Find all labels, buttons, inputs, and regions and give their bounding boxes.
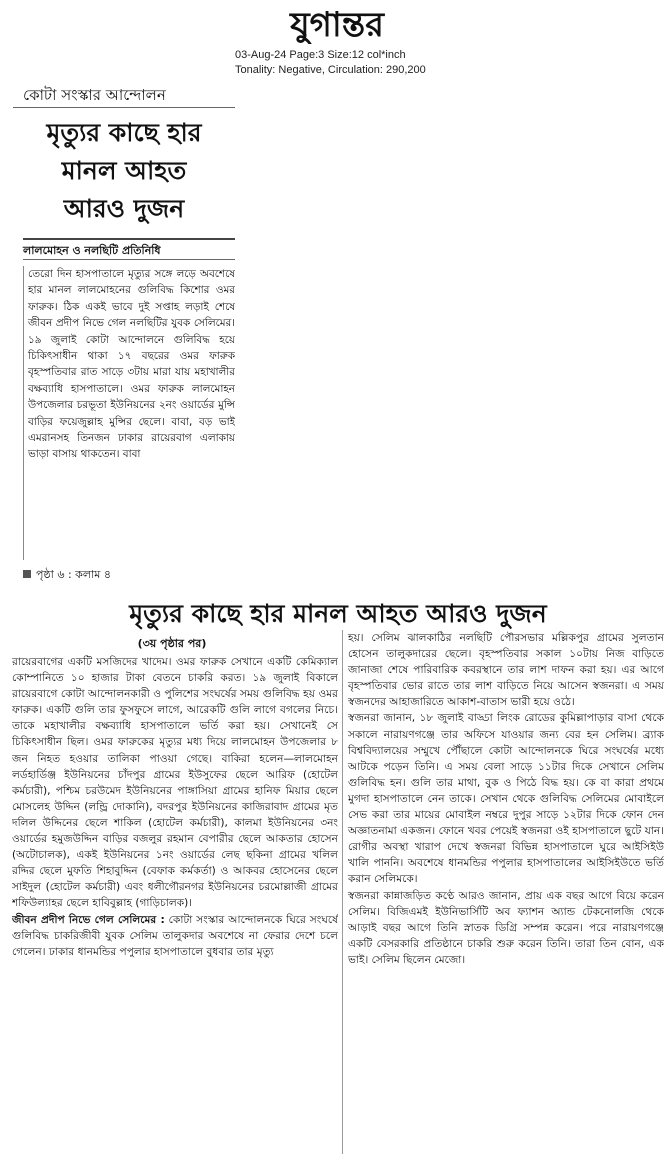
paragraph: রায়েরবাগের একটি মসজিদের খাদেম। ওমর ফারুক সেখানে একটি কেমিক্যাল কোম্পানিতে ১০ হাজার টাকা বেতনে চাকরি করত। ১৯ জুলাই বিকালে রায়েরবাগে কোটা আন্দোলনকারী ও পুলিশের সংঘর্ষের সময় গুলিবিদ্ধ হয় ওমর ফারুক। একটি গুলি তার ফুসফুসে লাগে, আরেকটি গুলি লাগে বগলের নিচে। তাকে মহাখালীর বক্ষব্যাধি হাসপাতালে ভর্তি করা হয়। সেখানেই সে চিকিৎসাধীন ছিল। ওমর ফারুকের মৃত্যুর মধ্য দিয়ে লালমোহন উপজেলার ৮ জন নিহত হওয়ার তালিকা পাওয়া গেছে। বাকিরা হলেন—লালমোহন লর্ডহার্ডিঞ্জ ইউনিয়নের চাঁদপুর গ্রামের ইউসুফের ছেলে আরিফ (হোটেল কর্মচারী), পশ্চিম চরউমেদ ইউনিয়নের পাঙ্গাসিয়া গ্রামের হানিফ মিয়ার ছেলে মোসলেহ উদ্দিন (লন্ড্রি দোকানি), বদরপুর ইউনিয়নের কাজিরাবাদ গ্রামের মৃত দলিল উদ্দিনের ছেলে শাকিল (হোটেল কর্মচারী), কালমা ইউনিয়নের ৩নং ওয়ার্ডের হমুজউদ্দিন বাড়ির বজলুর রহমান বেপারীর ছেলে আকতার হোসেন (অটোচালক), একই ইউনিয়নের ১নং ওয়ার্ডের লেছ ছকিনা গ্রামের খলিল রদ্দির ছেলে মুফতি শিহাবুদ্দিন (বেফাক কর্মকর্তা) ও আকবর হোসেনের ছেলে সাইদুল (হোটেল কর্মচারী) এবং ধলীগৌরনগর ইউনিয়নের চরমোল্লাজী গ্রামের শফিউল্যাহর ছেলে হাবিবুল্লাহ (গাড়িচালক)। <box>12 656 338 910</box>
headline-line-3: আরও দুজন <box>63 194 185 223</box>
paragraph-lead <box>12 912 338 960</box>
front-clipping <box>13 84 235 590</box>
jump-reference <box>23 567 111 583</box>
meta-line-date: 03-Aug-24 Page:3 Size:12 col*inch <box>235 49 406 61</box>
paragraph: স্বজনরা কান্নাজড়িত কণ্ঠে আরও জানান, প্রায় এক বছর আগে বিয়ে করেন সেলিম। বিজিএমই ইউনিভার্সিটি অব ফ্যাশন অ্যান্ড টেকনোলজি থেকে আড়াই বছর আগে তিনি স্নাতক ডিগ্রি সম্পন্ন করেন। পরে নারায়ণগঞ্জে একটি বেসরকারি প্রতিষ্ঠানে চাকরি শুরু করেন তিনি। তারা তিন বোন, এক ভাই। সেলিম ছিলেন মেজো। <box>348 889 664 966</box>
kicker: কোটা সংস্কার আন্দোলন <box>13 84 235 108</box>
masthead-logo-graphic <box>245 2 430 44</box>
masthead-text: যুগান্তর <box>290 5 384 44</box>
meta-line-tonality: Tonality: Negative, Circulation: 290,200 <box>235 64 426 76</box>
continued-from-label: (৩য় পৃষ্ঠার পর) <box>137 637 207 650</box>
byline: লালমোহন ও নলছিটি প্রতিনিধি <box>23 238 235 260</box>
continuation-column-right <box>342 630 664 1154</box>
paragraph-text: কোটা সংস্কার আন্দোলনকে ঘিরে সংঘর্ষে গুলিবিদ্ধ চাকরিজীবী যুবক সেলিম তালুকদার অবশেষে না ফেরার দেশে চলে গেলেন। ঢাকার ধানমন্ডির পপুলার হাসপাতালে বুধবার তার মৃত্যু <box>12 913 338 958</box>
headline-line-2: মানল আহত <box>61 156 187 185</box>
continuation-column-left <box>12 654 338 1154</box>
headline-line-1: মৃত্যুর কাছে হার <box>46 118 202 147</box>
paragraph: স্বজনরা জানান, ১৮ জুলাই বাড্ডা লিংক রোডের কুমিল্লাপাড়ার বাসা থেকে সকালে নারায়ণগঞ্জে তার অফিসে যাওয়ার জন্য বের হন সেলিম। ব্র্যাক বিশ্ববিদ্যালয়ের সম্মুখে পৌঁছালে কোটা আন্দোলনকে ঘিরে সংঘর্ষের মধ্যে আটকে পড়েন তিনি। এ সময় বেলা সাড়ে ১১টার দিকে সেখানে সেলিম গুলিবিদ্ধ হন। গুলি তার মাথা, বুক ও পিঠে বিদ্ধ হয়। কে বা কারা প্রথমে মুগদা হাসপাতালে নেন তাকে। সেখান থেকে গুলিবিদ্ধ সেলিমের মোবাইলে সেভ করা তার মায়ের মোবাইল নম্বরে দুপুর সাড়ে ১২টার দিকে ফোন দেন অজ্ঞাতনামা একজন। ফোনে খবর পেয়েই স্বজনরা ওই হাসপাতালে ছুটে যান। রোগীর অবস্থা খারাপ দেখে স্বজনরা বিভিন্ন হাসপাতালে ঘুরে আইসিইউ খালি পাননি। অবশেষে ধানমন্ডির পপুলার হাসপাতালের আইসিইউতে ভর্তি করান সেলিমকে। <box>348 712 664 886</box>
headline-continuation: মৃত্যুর কাছে হার মানল আহত আরও দুজন <box>129 599 547 628</box>
front-body-text: তেরো দিন হাসপাতালে মৃত্যুর সঙ্গে লড়ে অবশেষে হার মানল লালমোহনের গুলিবিদ্ধ কিশোর ওমর ফারুক। ঠিক একই ভাবে দুই সপ্তাহ লড়াই শেষে জীবন প্রদীপ নিভে গেল নলছিটির যুবক সেলিমের। ১৯ জুলাই কোটা আন্দোলনে গুলিবিদ্ধ হয়ে চিকিৎসাধীন থাকা ১৭ বছরের ওমর ফারুক বৃহস্পতিবার রাত সাড়ে ৩টায় মারা যায় মহাখালীর বক্ষব্যাধি হাসপাতালে। ওমর ফারুক লালমোহন উপজেলার চরভূতা ইউনিয়নের ২নং ওয়ার্ডের মুন্সি বাড়ির ফয়েজুল্লাহ মুন্সির ছেলে। বাবা, বড় ভাই এমরানসহ তিনজন ঢাকার রায়েরবাগ এলাকায় ভাড়া বাসায় থাকতেন। বাবা <box>28 268 235 461</box>
clipping-meta <box>235 48 426 78</box>
newspaper-masthead-logo <box>245 2 430 44</box>
front-body-column <box>23 266 235 560</box>
square-bullet-icon <box>23 570 31 578</box>
jump-text: পৃষ্ঠা ৬ : কলাম ৪ <box>36 568 111 581</box>
headline-front <box>13 114 235 228</box>
paragraph: হয়। সেলিম ঝালকাঠির নলছিটি পৌরসভার মল্লিকপুর গ্রামের সুলতান হোসেন তালুকদারের ছেলে। বৃহস্পতিবার সকাল ১০টায় নিজ বাড়িতে জানাজা শেষে পারিবারিক কবরস্থানে তার লাশ দাফন করা হয়। এর আগে বৃহস্পতিবার ভোর রাতে তার লাশ বাড়িতে নিয়ে আসেন স্বজনরা। এ সময় স্বজনদের আহাজারিতে আকাশ-বাতাস ভারী হয়ে ওঠে। <box>348 632 664 709</box>
subhead-lead: জীবন প্রদীপ নিভে গেল সেলিমের : <box>12 913 165 926</box>
